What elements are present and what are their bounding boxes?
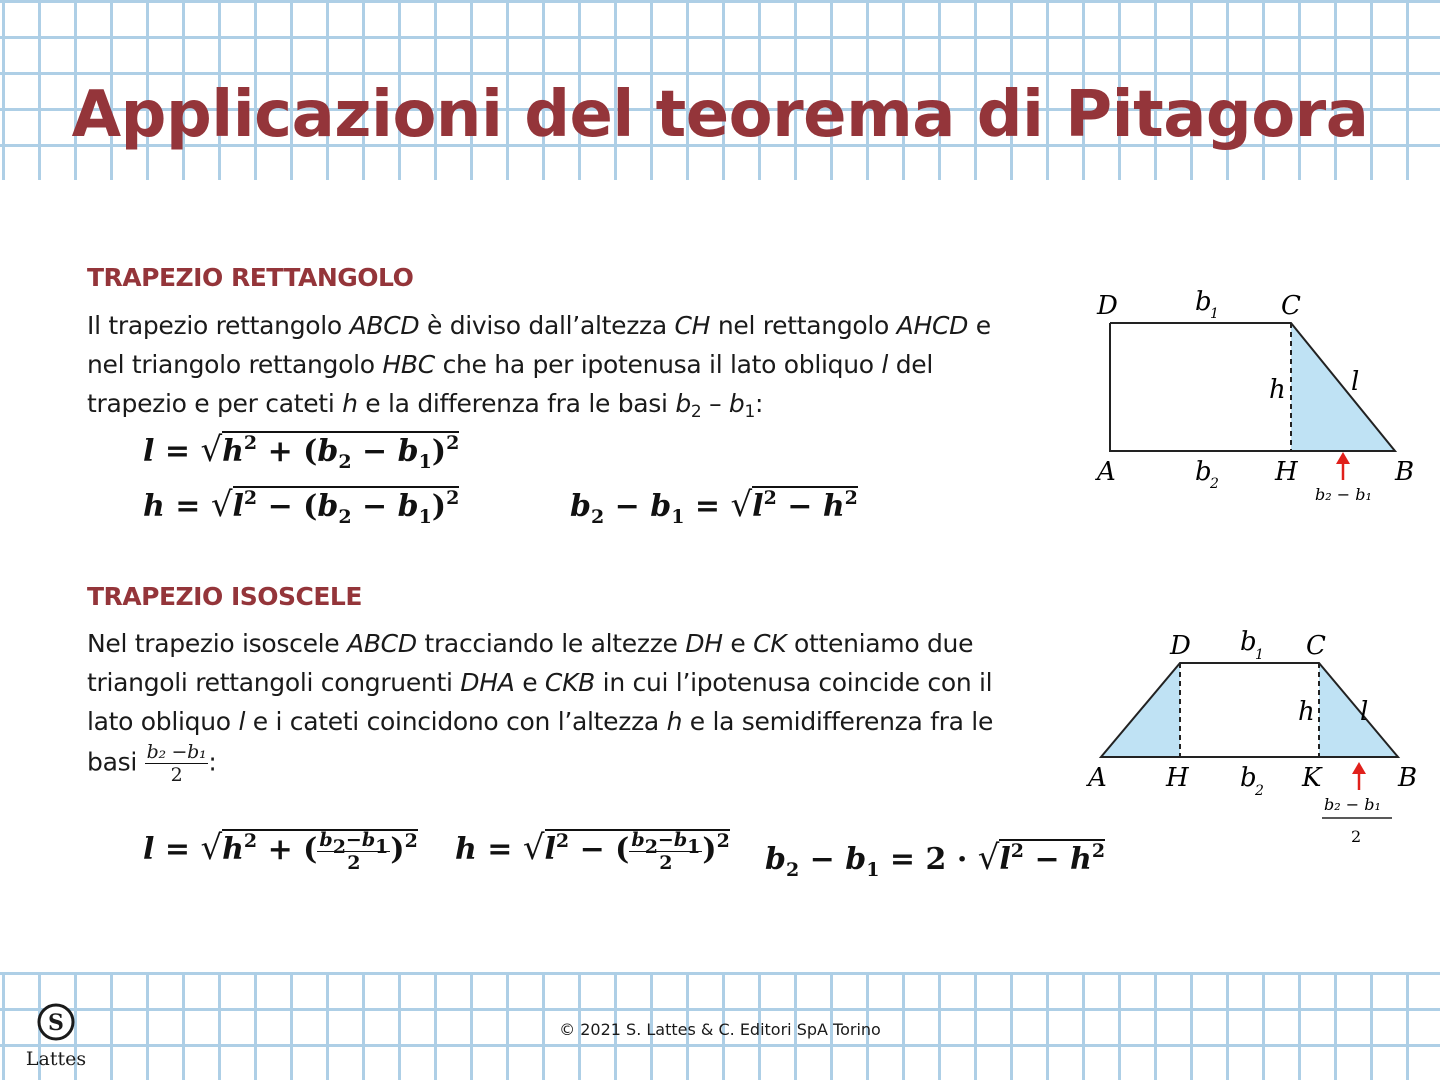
label-b2: b — [1195, 457, 1212, 487]
text-fragment: triangoli rettangoli congruenti — [87, 668, 461, 697]
label-a: A — [1097, 457, 1116, 487]
text-fragment: lato obliquo — [87, 707, 239, 736]
text-fragment: – — [701, 389, 729, 418]
text-fragment: e i cateti coincidono con l’altezza — [245, 707, 667, 736]
label-b1: b — [1240, 627, 1257, 657]
text-fragment: che ha per ipotenusa il lato obliquo — [434, 350, 882, 379]
text-fragment: tracciando le altezze — [416, 629, 686, 658]
text-fragment: del — [888, 350, 934, 379]
text-fragment: CH — [674, 311, 711, 340]
label-b: B — [1395, 457, 1415, 487]
text-fragment: b — [675, 389, 691, 418]
text-fragment: e — [514, 668, 545, 697]
paragraph-trapezio-rettangolo — [87, 306, 1077, 423]
text-fragment: in cui l’ipotenusa coincide con il — [595, 668, 993, 697]
page-title: Applicazioni del teorema di Pitagora — [71, 78, 1369, 152]
text-fragment: e la semidifferenza fra le — [682, 707, 994, 736]
label-h: h — [1269, 375, 1286, 405]
label-diff: b₂ − b₁ — [1315, 485, 1372, 504]
text-fragment: ABCD — [349, 311, 420, 340]
label-b2-sub: 2 — [1210, 476, 1219, 492]
formula-h-rettangolo: $h = √l^2 - (b_2 - b_1)^2$ — [143, 485, 460, 528]
label-d: D — [1170, 631, 1191, 661]
logo-s-icon: S — [48, 1010, 64, 1036]
arrow-head-icon — [1336, 452, 1350, 464]
arrow-head-icon — [1352, 762, 1366, 774]
formula-l-rettangolo: $l = √h^2 + (b_2 - b_1)^2$ — [143, 430, 460, 473]
formula-diff-rettangolo: $b_2 - b_1 = √l^2 - h^2$ — [570, 485, 858, 528]
text-fragment: b — [728, 389, 745, 418]
label-h-point: H — [1166, 763, 1189, 793]
text-fragment: basi — [87, 747, 137, 777]
label-b2-sub: 2 — [1255, 783, 1264, 799]
text-fragment: CK — [753, 629, 787, 658]
label-b1-sub: 1 — [1255, 647, 1264, 663]
text-fragment: l — [238, 707, 246, 736]
formula-h-isoscele: $h = √l^2$ − ( $\frac{b_2-b_1}{2}$ )$^2$ — [455, 828, 730, 874]
label-k: K — [1302, 763, 1322, 793]
text-fragment: h — [666, 707, 683, 736]
logo-text: Lattes — [25, 1048, 87, 1070]
text-fragment: nel triangolo rettangolo — [87, 350, 383, 379]
label-b2: b — [1240, 763, 1257, 793]
text-fragment: : — [755, 389, 764, 418]
label-c: C — [1281, 291, 1301, 321]
label-l: l — [1351, 367, 1360, 397]
text-fragment: e — [722, 629, 754, 658]
label-b1-sub: 1 — [1210, 306, 1219, 322]
text-fragment: Nel trapezio isoscele — [87, 629, 348, 658]
text-fragment: e — [968, 311, 991, 340]
diagram-trapezio-isoscele — [1080, 620, 1425, 850]
section-heading-trapezio-isoscele: TRAPEZIO ISOSCELE — [87, 582, 362, 611]
label-h: h — [1298, 697, 1315, 727]
label-l: l — [1360, 697, 1369, 727]
label-b: B — [1398, 763, 1418, 793]
text-fragment: nel rettangolo — [710, 311, 897, 340]
label-a: A — [1088, 763, 1107, 793]
paragraph-trapezio-isoscele — [87, 624, 1077, 786]
text-fragment: 2 — [690, 402, 702, 422]
diagram-trapezio-rettangolo — [1085, 280, 1425, 520]
label-b1: b — [1195, 287, 1212, 317]
text-fragment: è diviso dall’altezza — [419, 311, 675, 340]
text-fragment: h — [342, 389, 358, 418]
text-fragment: Il trapezio rettangolo — [87, 311, 350, 340]
text-fragment: DHA — [460, 668, 515, 697]
formula-l-isoscele: $l = √h^2$ + ( $\frac{b_2-b_1}{2}$ )$^2$ — [143, 828, 418, 874]
text-fragment: CKB — [544, 668, 596, 697]
label-h-point: H — [1275, 457, 1298, 487]
text-fragment: HBC — [382, 350, 435, 379]
text-fragment: DH — [685, 629, 723, 658]
text-fragment: l — [881, 350, 889, 379]
text-fragment: 1 — [744, 402, 756, 422]
copyright-text: © 2021 S. Lattes & C. Editori SpA Torino — [559, 1020, 881, 1039]
text-fragment: AHCD — [896, 311, 969, 340]
label-diff-num: b₂ − b₁ — [1324, 795, 1381, 814]
text-fragment: e la differenza fra le basi — [357, 389, 676, 418]
text-fragment: trapezio e per cateti — [87, 389, 343, 418]
fraction-denominator: 2 — [170, 764, 183, 786]
label-diff-den: 2 — [1351, 827, 1362, 846]
section-heading-trapezio-rettangolo: TRAPEZIO RETTANGOLO — [87, 263, 414, 292]
text-fragment: ABCD — [347, 629, 417, 658]
fraction-semidifference — [145, 741, 209, 786]
fraction-numerator: b₂ −b₁ — [146, 741, 207, 763]
label-d: D — [1097, 291, 1118, 321]
text-fragment: otteniamo due — [786, 629, 974, 658]
label-c: C — [1306, 631, 1326, 661]
text-fragment: : — [208, 747, 217, 777]
formula-diff-isoscele: $b_2 - b_1 = 2 \cdot √l^2 - h^2$ — [765, 838, 1106, 881]
